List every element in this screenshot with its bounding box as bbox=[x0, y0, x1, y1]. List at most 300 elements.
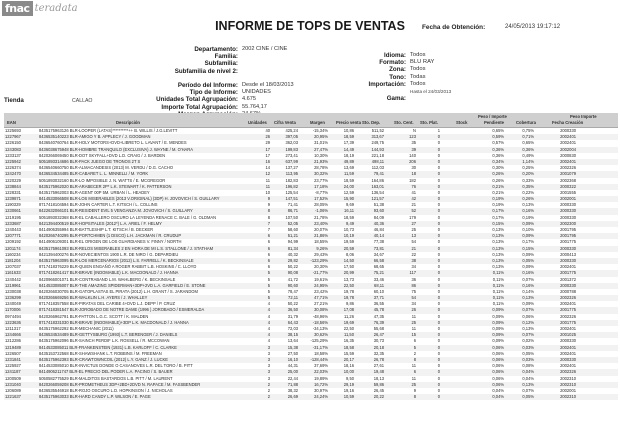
cell-stock-dep: 77,38 bbox=[373, 239, 384, 245]
cell-price: 20,99 bbox=[343, 270, 354, 276]
table-body bbox=[4, 128, 618, 400]
cell-stock-dep: 112,03 bbox=[371, 165, 384, 171]
cell-ean: 1240443 bbox=[5, 227, 21, 232]
cell-stock-plat: 0 bbox=[437, 332, 440, 338]
cell-pending: 0,20% bbox=[522, 171, 534, 177]
cell-pending: 0,04% bbox=[522, 375, 534, 381]
cell-stock-cent: 11 bbox=[411, 363, 416, 369]
cell-sales: 182,83 bbox=[285, 177, 298, 183]
cell-coverage: 2000330 bbox=[560, 282, 576, 288]
cell-description: 8435175963126 BLR-LOOPER (LATAS)**********++ B. WILLIS / J.G.LEVITT bbox=[39, 128, 178, 133]
cell-coverage: 2001795 bbox=[560, 233, 576, 239]
cell-stock-plat: 0 bbox=[437, 140, 440, 146]
cell-sales: 199,83 bbox=[285, 146, 298, 152]
cell-ean: 1228331 bbox=[5, 189, 21, 195]
cell-stock-dep: 75,21 bbox=[373, 270, 384, 276]
cell-stock: 0,06% bbox=[492, 369, 504, 375]
cell-ean: 1219961 bbox=[5, 282, 21, 288]
cell-stock: 0,30% bbox=[492, 165, 504, 171]
cell-stock-dep: 144,93 bbox=[371, 146, 384, 152]
cell-stock: 0,11% bbox=[492, 288, 504, 294]
cell-stock-plat: 0 bbox=[437, 251, 440, 257]
cell-sales: 50,22 bbox=[287, 264, 298, 270]
report-parameters-left bbox=[58, 46, 294, 118]
cell-price: 19,69 bbox=[343, 319, 354, 325]
cell-description: 8435175962393 BLR-CRAWTOWNCOIL (2012) L.Y. GANZ / J. LUCKE bbox=[39, 356, 169, 362]
cell-margin: 18,58% bbox=[314, 350, 328, 356]
cell-margin: 30,62% bbox=[314, 332, 328, 338]
cell-stock-plat: 0 bbox=[437, 208, 440, 214]
cell-stock-plat: 0 bbox=[437, 146, 440, 152]
parameter-label: Zona: bbox=[389, 66, 406, 74]
cell-stock-plat: 0 bbox=[437, 189, 440, 195]
cell-stock-cent: 34 bbox=[411, 264, 416, 270]
cell-pending: 0,15% bbox=[522, 245, 534, 251]
cell-stock-cent: 21 bbox=[411, 202, 416, 208]
cell-coverage: 2002310 bbox=[560, 394, 576, 400]
cell-stock: 0,11% bbox=[492, 301, 504, 307]
cell-stock: 0,06% bbox=[492, 344, 504, 350]
cell-units: 14 bbox=[265, 165, 270, 171]
column-header-stock-cent: Sto. Cent. bbox=[394, 120, 414, 125]
cell-stock-cent: 35 bbox=[411, 140, 416, 146]
parameter-row bbox=[58, 68, 294, 75]
cell-ean: 1170006 bbox=[5, 307, 21, 313]
cell-description: 8435175962292 BLR-MECHANIC (2011) bbox=[39, 326, 114, 331]
cell-margin: -21,77% bbox=[312, 270, 328, 276]
cell-ean: 1238844 bbox=[5, 183, 21, 189]
cell-price: 17,50 bbox=[343, 264, 354, 270]
cell-stock: 0,06% bbox=[492, 356, 504, 362]
cell-price: 10,00 bbox=[343, 369, 354, 375]
cell-description: 8435175962003 BLR-AGENT 00P 5M. URBAN / L. HEADEY bbox=[39, 189, 150, 195]
cell-units: 3 bbox=[267, 344, 270, 350]
cell-stock-cent: 11 bbox=[411, 375, 416, 381]
parameter-value: Todos bbox=[410, 52, 426, 58]
cell-pending: 0,06% bbox=[522, 313, 534, 319]
cell-coverage: 2001555 bbox=[560, 189, 576, 195]
cell-stock: 0,09% bbox=[492, 313, 504, 319]
cell-stock: 0,06% bbox=[492, 350, 504, 356]
cell-units: 5 bbox=[267, 295, 270, 301]
cell-pending: 0,05% bbox=[522, 394, 534, 400]
cell-pending: 0,36% bbox=[522, 146, 534, 152]
cell-stock-dep: 164,86 bbox=[371, 177, 384, 183]
cell-ean: 1200509 bbox=[5, 375, 21, 381]
cell-description: 8420266962791 BLR-PATTON L.G.C. SCOTT / K. MALDEN bbox=[39, 313, 149, 319]
cell-margin: 19,61% bbox=[314, 276, 328, 282]
cell-units: 6 bbox=[267, 257, 270, 263]
cell-stock: 0,13% bbox=[492, 245, 504, 251]
cell-ean: 0974494 bbox=[5, 313, 21, 319]
cell-pending: 0,17% bbox=[522, 239, 534, 245]
cell-units: 6 bbox=[267, 245, 270, 251]
cell-description: 5050582775529 BLR-MALDITOS BASTARDOS L.B. PITT / M. LAURENT bbox=[39, 375, 173, 381]
cell-sales: 52,05 bbox=[287, 220, 298, 226]
cell-stock-dep: 45,78 bbox=[373, 307, 384, 313]
parameter-value: 4.675 bbox=[242, 96, 256, 103]
logo-text: teradata bbox=[34, 3, 78, 14]
cell-margin: 30,97% bbox=[314, 387, 328, 393]
cell-price: 22,50 bbox=[343, 282, 354, 288]
cell-sales: 64,43 bbox=[287, 319, 298, 325]
cell-description: 8414906211747 BLR-EL PRECIO DEL PODER L.A. PACINO / S. BAUER bbox=[39, 369, 173, 375]
column-header-creation-date: Fecha Creación bbox=[552, 120, 584, 125]
cell-stock: 0,13% bbox=[492, 239, 504, 245]
cell-ean: 1241187 bbox=[5, 369, 21, 375]
cell-sales: 38,15 bbox=[287, 332, 298, 338]
cell-sales: 13,64 bbox=[287, 338, 298, 344]
cell-ean: 1161633 bbox=[5, 270, 21, 276]
cell-ean: 1160234 bbox=[5, 251, 21, 257]
cell-coverage: 2001025 bbox=[560, 332, 576, 338]
cell-pending: 0,10% bbox=[522, 227, 534, 232]
cell-stock-plat: 0 bbox=[437, 257, 440, 263]
cell-ean: 1226507 bbox=[5, 350, 21, 356]
cell-price: 24,00 bbox=[343, 183, 354, 189]
cell-coverage: 2002326 bbox=[560, 369, 576, 375]
cell-stock-dep: 60,10 bbox=[373, 288, 384, 294]
cell-stock-plat: 0 bbox=[437, 381, 440, 387]
cell-coverage: 2002401 bbox=[560, 134, 576, 140]
cell-units: 2 bbox=[267, 381, 270, 387]
cell-stock-dep: 19,48 bbox=[373, 369, 384, 375]
cell-stock-cent: 25 bbox=[411, 381, 416, 387]
cell-margin: 23,77% bbox=[314, 177, 328, 183]
cell-stock-cent: 123 bbox=[409, 134, 416, 140]
cell-sales: 90,08 bbox=[287, 270, 298, 276]
cell-coverage: 2002401 bbox=[560, 264, 576, 270]
report-parameters-right bbox=[336, 52, 451, 102]
cell-description: 8414533066508 BLR-LOS MISERABLES (2013 V.ORIGINAL) (3DP) H. JOVOVICH / S. GUILLARY bbox=[39, 196, 220, 202]
cell-stock-dep: 51,38 bbox=[373, 202, 384, 208]
cell-pending: 0,09% bbox=[522, 264, 534, 270]
cell-stock-plat: 0 bbox=[437, 276, 440, 282]
cell-units: 4 bbox=[267, 319, 270, 325]
cell-ean: 1233137 bbox=[5, 152, 21, 158]
cell-sales: 26,69 bbox=[287, 394, 298, 400]
cell-pending: 0,03% bbox=[522, 356, 534, 362]
cell-stock-dep: 27,61 bbox=[373, 363, 384, 369]
cell-price: 11,50 bbox=[344, 332, 354, 338]
cell-stock-plat: 0 bbox=[437, 295, 440, 301]
cell-margin: -123,29% bbox=[310, 257, 328, 263]
cell-stock: 0,06% bbox=[492, 381, 504, 387]
cell-stock-cent: 8 bbox=[413, 356, 416, 362]
cell-margin: 20,30% bbox=[314, 264, 328, 270]
cell-coverage: 2001372 bbox=[560, 276, 576, 282]
cell-price: 10,86 bbox=[343, 128, 354, 133]
cell-price: 13,73 bbox=[343, 276, 354, 282]
cell-stock-plat: 0 bbox=[437, 220, 440, 226]
cell-units: 3 bbox=[267, 375, 270, 381]
cell-pending: 0,03% bbox=[522, 344, 534, 350]
cell-stock-dep: 84,09 bbox=[373, 214, 384, 220]
cell-description: 8420966001071 BLR-CONTRABAND L.M. WAHLBERG / K. BECKINSALE bbox=[39, 276, 176, 282]
cell-stock-plat: 0 bbox=[437, 363, 440, 369]
parameter-row bbox=[336, 52, 451, 59]
cell-ean: 1221637 bbox=[5, 394, 21, 400]
cell-price: 17,39 bbox=[343, 140, 354, 146]
parameter-label: Familia: bbox=[214, 53, 238, 61]
cell-pending: 0,07% bbox=[522, 332, 534, 338]
cell-pending: 0,05% bbox=[522, 257, 534, 263]
cell-pending: 0,49% bbox=[522, 152, 534, 158]
cell-margin: 20,07% bbox=[314, 227, 328, 232]
cell-ean: 1227967 bbox=[5, 134, 21, 140]
cell-units: 5 bbox=[267, 288, 270, 294]
cell-description: 8436038675948 BLR-HOMBRE TRANQUILO (EXCLUSIVA) J. WAYNE / M. O'HARA bbox=[39, 146, 193, 152]
cell-pending: 0,07% bbox=[522, 276, 534, 282]
cell-pending: 0,04% bbox=[522, 369, 534, 375]
cell-margin: -34,13% bbox=[312, 326, 328, 331]
cell-stock-cent: 11 bbox=[411, 326, 416, 331]
parameter-value: Desde el 18/03/2013 bbox=[242, 81, 294, 88]
parameter-label: Subfamilia: bbox=[204, 60, 238, 68]
cell-price: 11,59 bbox=[344, 171, 354, 177]
cell-description: 8435175962020 BLR-ARABECER 2P* L.K. STEWART / K. PATTERSON bbox=[39, 183, 172, 189]
cell-sales: 15,38 bbox=[287, 344, 298, 350]
cell-stock-cent: 36 bbox=[411, 276, 416, 282]
cell-description: 8435175961093 BLR-RELOS MISERABLES 2 EN HORA DE MI L.S. STALLONE / J. STATHAM bbox=[39, 245, 214, 251]
cell-description: 8414906355994 BLR-BATTLESHIP L.T. KITSCH / B. DECKER bbox=[39, 227, 154, 232]
cell-stock: 0,09% bbox=[492, 326, 504, 331]
cell-margin: -15,34% bbox=[312, 128, 328, 133]
cell-stock-cent: 30 bbox=[411, 165, 416, 171]
cell-ean: 1225927 bbox=[5, 363, 21, 369]
parameter-label: Gama: bbox=[386, 95, 406, 103]
cell-ean: 1231040 bbox=[5, 381, 21, 387]
cell-pending: 0,33% bbox=[522, 177, 534, 183]
cell-stock-cent: 75 bbox=[411, 288, 416, 294]
cell-ean: 1206089 bbox=[5, 387, 21, 393]
cell-sales: 637,99 bbox=[285, 158, 298, 164]
cell-margin: 10,30% bbox=[314, 152, 328, 158]
cell-coverage: 2002401 bbox=[560, 363, 576, 369]
cell-stock-dep: 76,39 bbox=[373, 319, 384, 325]
cell-margin: 21,86% bbox=[314, 233, 328, 239]
cell-stock: 0,19% bbox=[492, 196, 504, 202]
cell-price: 18,59 bbox=[343, 134, 354, 140]
cell-coverage: 2002310 bbox=[560, 375, 576, 381]
cell-coverage: 2002310 bbox=[560, 381, 576, 387]
cell-stock-cent: 182 bbox=[409, 177, 416, 183]
cell-margin: 20,95% bbox=[314, 134, 328, 140]
cell-stock-cent: 8 bbox=[413, 394, 416, 400]
cell-sales: 38,32 bbox=[287, 387, 298, 393]
cell-units: 8 bbox=[267, 208, 270, 214]
parameter-value: Todos bbox=[410, 80, 426, 87]
cell-units: 8 bbox=[267, 214, 270, 220]
cell-ean: 1240049 bbox=[5, 301, 21, 307]
cell-margin: 22,03% bbox=[314, 369, 328, 375]
cell-description: 8436540660750 BLR-ALMACANDESIS (2013) M. VERDU / D.G. CACHO bbox=[39, 165, 174, 171]
cell-sales: 40,32 bbox=[287, 251, 298, 257]
column-header-pending: Pendiente bbox=[484, 120, 505, 125]
cell-ean: 1231841 bbox=[5, 356, 21, 362]
cell-units: 6 bbox=[267, 251, 270, 257]
cell-price: 20,17 bbox=[343, 356, 354, 362]
cell-ean: 1223636 bbox=[5, 319, 21, 325]
cell-coverage: 2001775 bbox=[560, 239, 576, 245]
cell-pending: 0,14% bbox=[522, 288, 534, 294]
cell-stock-dep: 34,67 bbox=[373, 251, 384, 257]
cell-sales: 36,50 bbox=[287, 307, 298, 313]
cell-stock-dep: 47,35 bbox=[373, 313, 384, 319]
cell-sales: 107,50 bbox=[285, 214, 298, 220]
cell-description: 8436540760764 BLR-HOLY MOTORS+DVD+LIBRETO L. LAVANT / E. MENDES bbox=[39, 140, 187, 146]
cell-description: 8717418376229 BLR-QUIEN ENGAÑÓ A ROGER RABBIT L.B. HOSKINS / C. LLOYD bbox=[39, 264, 197, 270]
column-header-price: Precio venta bbox=[336, 120, 361, 125]
cell-stock: 0,11% bbox=[492, 276, 504, 282]
cell-stock-dep: 79,41 bbox=[373, 171, 384, 177]
cell-pending: 0,07% bbox=[522, 307, 534, 313]
cell-ean: 1236299 bbox=[5, 295, 21, 301]
report-title: INFORME DE TOPS DE VENTAS bbox=[215, 19, 405, 33]
cell-description: 8435175963033 BLR-HARD CANDY L.P. WILSON / E. PAGE bbox=[39, 394, 151, 400]
cell-ean: 1243083 bbox=[5, 146, 21, 152]
cell-margin: 47,71% bbox=[314, 295, 328, 301]
cell-stock-cent: 117 bbox=[409, 270, 416, 276]
cell-units: 7 bbox=[267, 227, 270, 232]
cell-price: 17,08 bbox=[343, 307, 354, 313]
cell-stock: 0,13% bbox=[492, 264, 504, 270]
cell-stock: 0,13% bbox=[492, 251, 504, 257]
cell-coverage: 2000322 bbox=[560, 183, 576, 189]
cell-sales: 362,03 bbox=[285, 140, 298, 146]
cell-stock: 0,06% bbox=[492, 375, 504, 381]
cell-description: 8420266030705 BLR-GATOPLASTAS EL PIRATA (2012) L.H. GRANT / S. JARANDOM bbox=[39, 288, 198, 294]
cell-sales: 425,24 bbox=[285, 128, 298, 133]
cell-ean: 1230038 bbox=[5, 288, 21, 294]
cell-ean: 1239871 bbox=[5, 196, 21, 202]
cell-stock-dep: 221,18 bbox=[371, 152, 384, 158]
cell-price: 9,50 bbox=[346, 375, 354, 381]
parameter-row bbox=[58, 82, 294, 89]
parameter-row bbox=[336, 74, 451, 81]
cell-coverage: 2002401 bbox=[560, 140, 576, 146]
column-header-units: Unidades bbox=[248, 120, 267, 125]
cell-coverage: 2002326 bbox=[560, 313, 576, 319]
cell-stock: 0,65% bbox=[492, 128, 504, 133]
cell-sales: 71,41 bbox=[287, 202, 298, 208]
cell-stock: 0,19% bbox=[492, 202, 504, 208]
cell-stock-dep: 26,45 bbox=[373, 387, 384, 393]
parameter-row bbox=[336, 88, 451, 95]
cell-coverage: 2002001 bbox=[560, 387, 576, 393]
cell-description: 8717418104594 BLR-JOHN CARTER L.T. KITSCH / L. COLLINS bbox=[39, 202, 158, 208]
cell-margin: 37,69% bbox=[314, 363, 328, 369]
cell-stock: 0,11% bbox=[492, 282, 504, 288]
cell-ean: 1212286 bbox=[5, 338, 21, 344]
cell-ean: 1233687 bbox=[5, 220, 21, 226]
cell-stock-cent: 9 bbox=[413, 387, 416, 393]
cell-pending: 0,05% bbox=[522, 350, 534, 356]
cell-units: 12 bbox=[265, 171, 270, 177]
cell-ean: 1220229 bbox=[5, 177, 21, 183]
cell-coverage: 2001775 bbox=[560, 270, 576, 276]
cell-units: 5 bbox=[267, 282, 270, 288]
cell-stock-cent: 41 bbox=[411, 189, 416, 195]
cell-stock-cent: 18 bbox=[411, 171, 416, 177]
cell-stock-plat: 0 bbox=[437, 134, 440, 140]
cell-pending: 0,12% bbox=[522, 319, 534, 325]
cell-margin: 18,55% bbox=[314, 239, 328, 245]
cell-stock-cent: 13 bbox=[411, 233, 416, 239]
cell-stock: 0,36% bbox=[492, 152, 504, 158]
cell-sales: 41,72 bbox=[287, 276, 298, 282]
cell-pending: 0,16% bbox=[522, 282, 534, 288]
cell-stock-plat: 0 bbox=[437, 301, 440, 307]
cell-units: 6 bbox=[267, 233, 270, 239]
cell-sales: 29,82 bbox=[287, 257, 298, 263]
cell-pending: 0,25% bbox=[522, 165, 534, 171]
cell-price: 15,90 bbox=[343, 196, 354, 202]
cell-stock-cent: 34 bbox=[411, 301, 416, 307]
cell-sales: 273,41 bbox=[285, 152, 298, 158]
cell-stock-plat: 0 bbox=[437, 158, 440, 164]
column-header-ean: EAN bbox=[7, 120, 16, 125]
cell-stock-plat: 0 bbox=[437, 177, 440, 183]
cell-units: 2 bbox=[267, 387, 270, 393]
cell-coverage: 2000830 bbox=[560, 152, 576, 158]
table-header bbox=[4, 113, 618, 128]
cell-stock-cent: 11 bbox=[411, 313, 416, 319]
cell-stock: 0,34% bbox=[492, 158, 504, 164]
cell-margin: 23,42% bbox=[314, 288, 328, 294]
cell-coverage: 2000330 bbox=[560, 214, 576, 220]
cell-units: 6 bbox=[267, 264, 270, 270]
cell-stock-cent: 2 bbox=[413, 350, 416, 356]
parameter-label: Tono: bbox=[389, 73, 406, 81]
cell-description: 8435175962096 BLR-SAINCH PERDIF L.K. ROSSELL / R. MCCOWAN bbox=[39, 338, 170, 344]
cell-units: 6 bbox=[267, 239, 270, 245]
cell-units: 26 bbox=[265, 134, 270, 140]
cell-units: 5 bbox=[267, 270, 270, 276]
cell-stock-dep: 313,67 bbox=[371, 134, 384, 140]
cell-stock-plat: 0 bbox=[437, 239, 440, 245]
cell-coverage: 2002401 bbox=[560, 158, 576, 164]
cell-stock-dep: 46,84 bbox=[373, 227, 384, 232]
cell-description: 8420266740295 BLR-PORTCHMEN (1 DISCO) L.H. JACKMAN / R. CRUDUP bbox=[39, 233, 182, 239]
cell-description: 8414533085007 BLR-THE AMAZING SPIDERMAN+3DP+2VD L.A. GARFIELD / E. STONE bbox=[39, 282, 206, 288]
cell-coverage: 2000330 bbox=[560, 338, 576, 344]
parameter-row bbox=[58, 104, 294, 111]
cell-sales: 50,22 bbox=[287, 301, 298, 307]
cell-pending: 0,16% bbox=[522, 270, 534, 276]
cell-sales: 71,88 bbox=[287, 381, 298, 387]
cell-stock-cent: 54 bbox=[411, 295, 416, 301]
cell-description: 8435153722568 BLR-SHAWSHANK L.T. ROBBINS / M. FREEMAN bbox=[39, 350, 162, 356]
column-header-stock-dep: Sto. Dep. bbox=[362, 120, 381, 125]
cell-margin: 17,18% bbox=[314, 183, 328, 189]
cell-stock-dep: 249,75 bbox=[371, 140, 384, 146]
cell-stock-dep: 32,35 bbox=[373, 350, 384, 356]
cell-ean: 1226374 bbox=[5, 165, 21, 171]
cell-stock: 0,09% bbox=[492, 338, 504, 344]
cell-margin: 21,78% bbox=[314, 214, 328, 220]
cell-sales: 25,00 bbox=[287, 369, 298, 375]
cell-stock: 0,21% bbox=[492, 183, 504, 189]
cell-units: 4 bbox=[267, 313, 270, 319]
cell-sales: 94,99 bbox=[287, 239, 298, 245]
cell-description: 8422632066101 BLR-RESIDENT EVIL 5 VENGANZA M. JOVOVICH / S. GUILLARY bbox=[39, 208, 193, 214]
brand-logo bbox=[2, 1, 78, 16]
cell-ean: 1190329 bbox=[5, 202, 21, 208]
cell-stock-dep: 68,65 bbox=[373, 264, 384, 270]
cell-stock-dep: 20,18 bbox=[373, 344, 384, 350]
parameter-row bbox=[336, 81, 451, 88]
